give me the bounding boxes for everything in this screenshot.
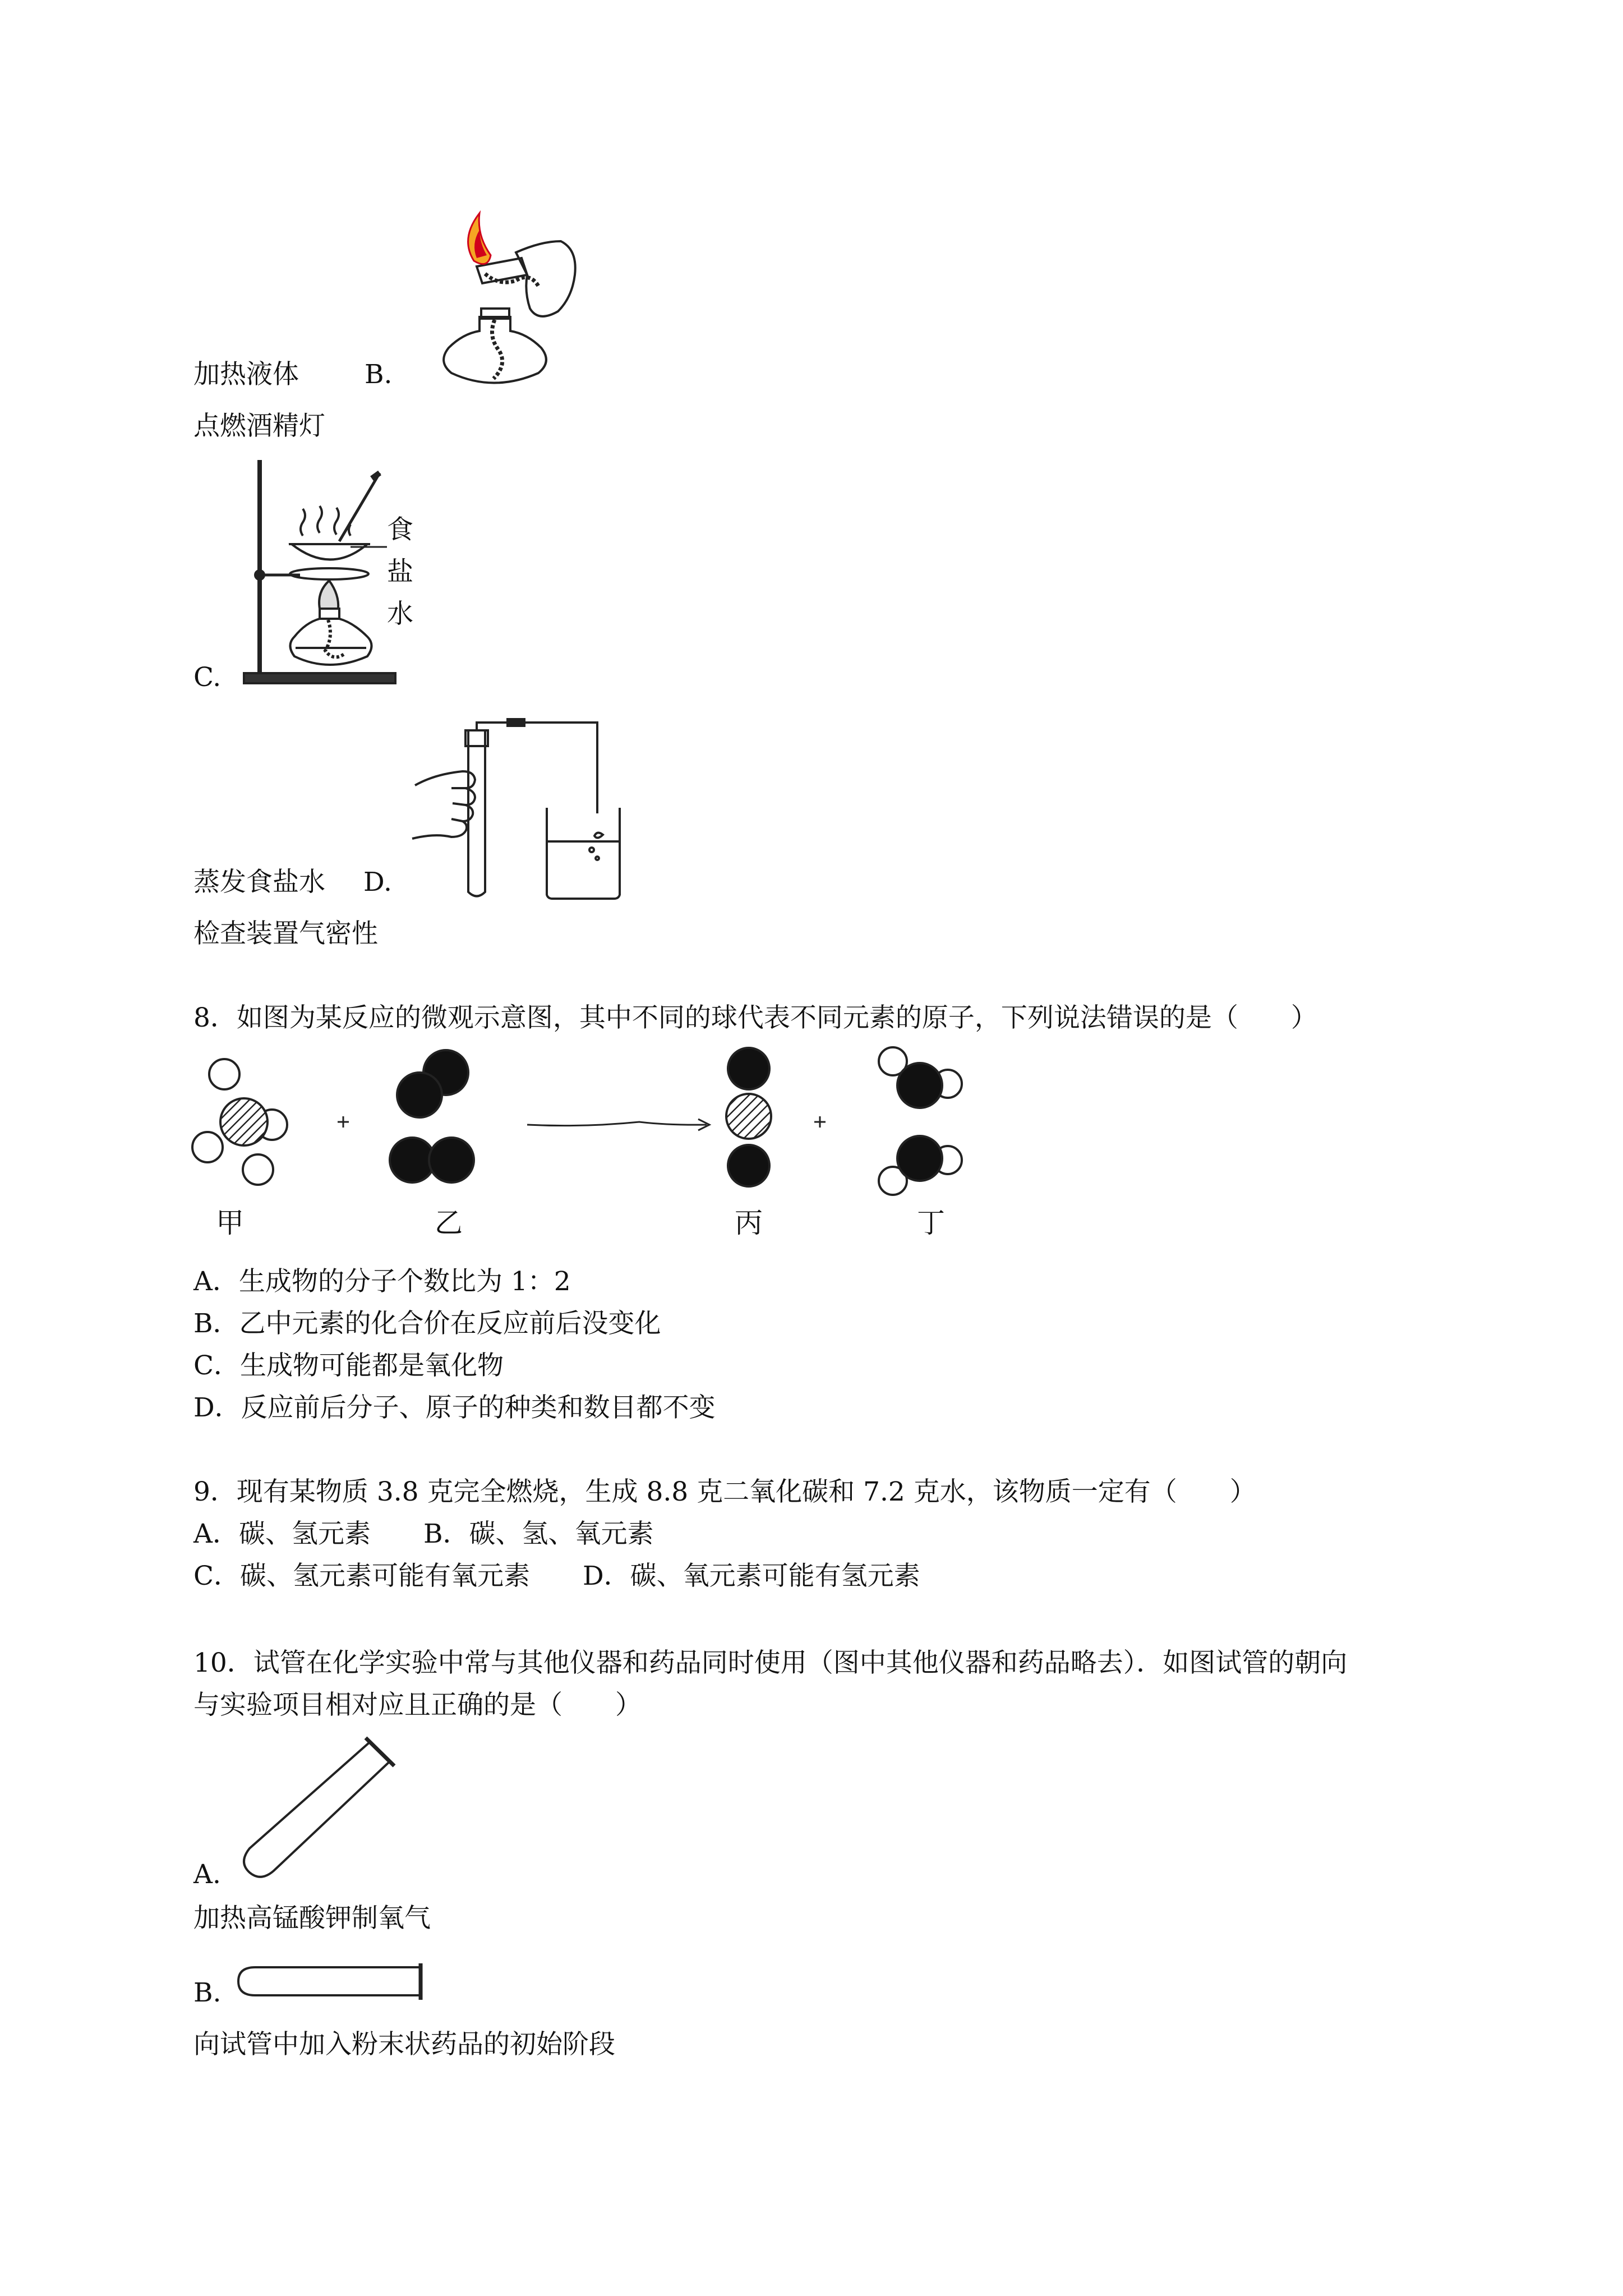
molecule-jia-atom [209,1059,239,1089]
option-c-letter: C. [193,662,222,693]
q8-option-d: D．反应前后分子、原子的种类和数目都不变 [193,1392,716,1423]
label-jia: 甲 [216,1207,244,1239]
option-d-caption: 检查装置气密性 [193,918,378,949]
salt-water-label-1: 食 [387,514,413,545]
question-9-stem: 9．现有某物质 3.8 克完全燃烧，生成 8.8 克二氧化碳和 7.2 克水，该物质一定有（ ） [193,1476,1256,1507]
option-b-caption: 点燃酒精灯 [193,411,325,441]
molecule-yi-atom [429,1138,474,1182]
q8-option-a: A．生成物的分子个数比为 1：2 [193,1266,571,1297]
salt-water-label-2: 盐 [387,556,413,587]
molecule-bing-atom [728,1048,769,1089]
airtightness-check-figure [412,718,625,903]
option-c-caption: 蒸发食盐水 [193,867,325,898]
question-10-stem-line-1: 10．试管在化学实验中常与其他仪器和药品同时使用（图中其他仪器和药品略去）．如图试管的朝向 [193,1648,1348,1678]
label-yi: 乙 [435,1207,463,1239]
q10-option-a-caption: 加热高锰酸钾制氧气 [193,1903,431,1934]
q9-options-row-1: A．碳、氢元素 B．碳、氢、氧元素 [193,1519,654,1549]
test-tube-horizontal-figure [236,1961,426,2003]
q10-option-b-caption: 向试管中加入粉末状药品的初始阶段 [193,2029,615,2060]
label-bing: 丙 [735,1207,763,1239]
q9-options-row-2: C．碳、氢元素可能有氧元素 D．碳、氧元素可能有氢元素 [193,1561,920,1591]
molecule-bing-center-atom [726,1094,771,1139]
option-a-caption: 加热液体 [193,359,299,390]
evaporating-salt-water-figure [233,457,401,687]
molecule-jia-atom [243,1154,273,1185]
test-tube-tilted-figure [236,1733,398,1885]
label-pointer-line [351,541,390,553]
label-ding: 丁 [917,1207,945,1239]
lighting-alcohol-lamp-figure [426,208,594,393]
molecule-yi-atom [397,1073,442,1117]
q8-option-c: C．生成物可能都是氧化物 [193,1350,504,1381]
q8-option-b: B．乙中元素的化合价在反应前后没变化 [193,1308,661,1339]
question-8-stem: 8．如图为某反应的微观示意图，其中不同的球代表不同元素的原子，下列说法错误的是（ ） [193,1002,1317,1033]
molecule-ding-atom [897,1063,942,1108]
q10-option-b-letter: B. [193,1977,222,2008]
reaction-arrow [527,1122,707,1126]
molecule-ding-atom [897,1136,942,1181]
reaction-micro-diagram [191,1043,998,1257]
salt-water-label-3: 水 [387,599,413,629]
option-b-letter: B. [365,359,393,390]
option-d-letter: D. [363,867,392,898]
molecule-bing-atom [728,1145,769,1186]
question-10-stem-line-2: 与实验项目相对应且正确的是（ ） [193,1690,642,1720]
q10-option-a-letter: A. [193,1859,221,1890]
molecule-jia-center-atom [220,1098,268,1145]
molecule-jia-atom [192,1132,223,1162]
